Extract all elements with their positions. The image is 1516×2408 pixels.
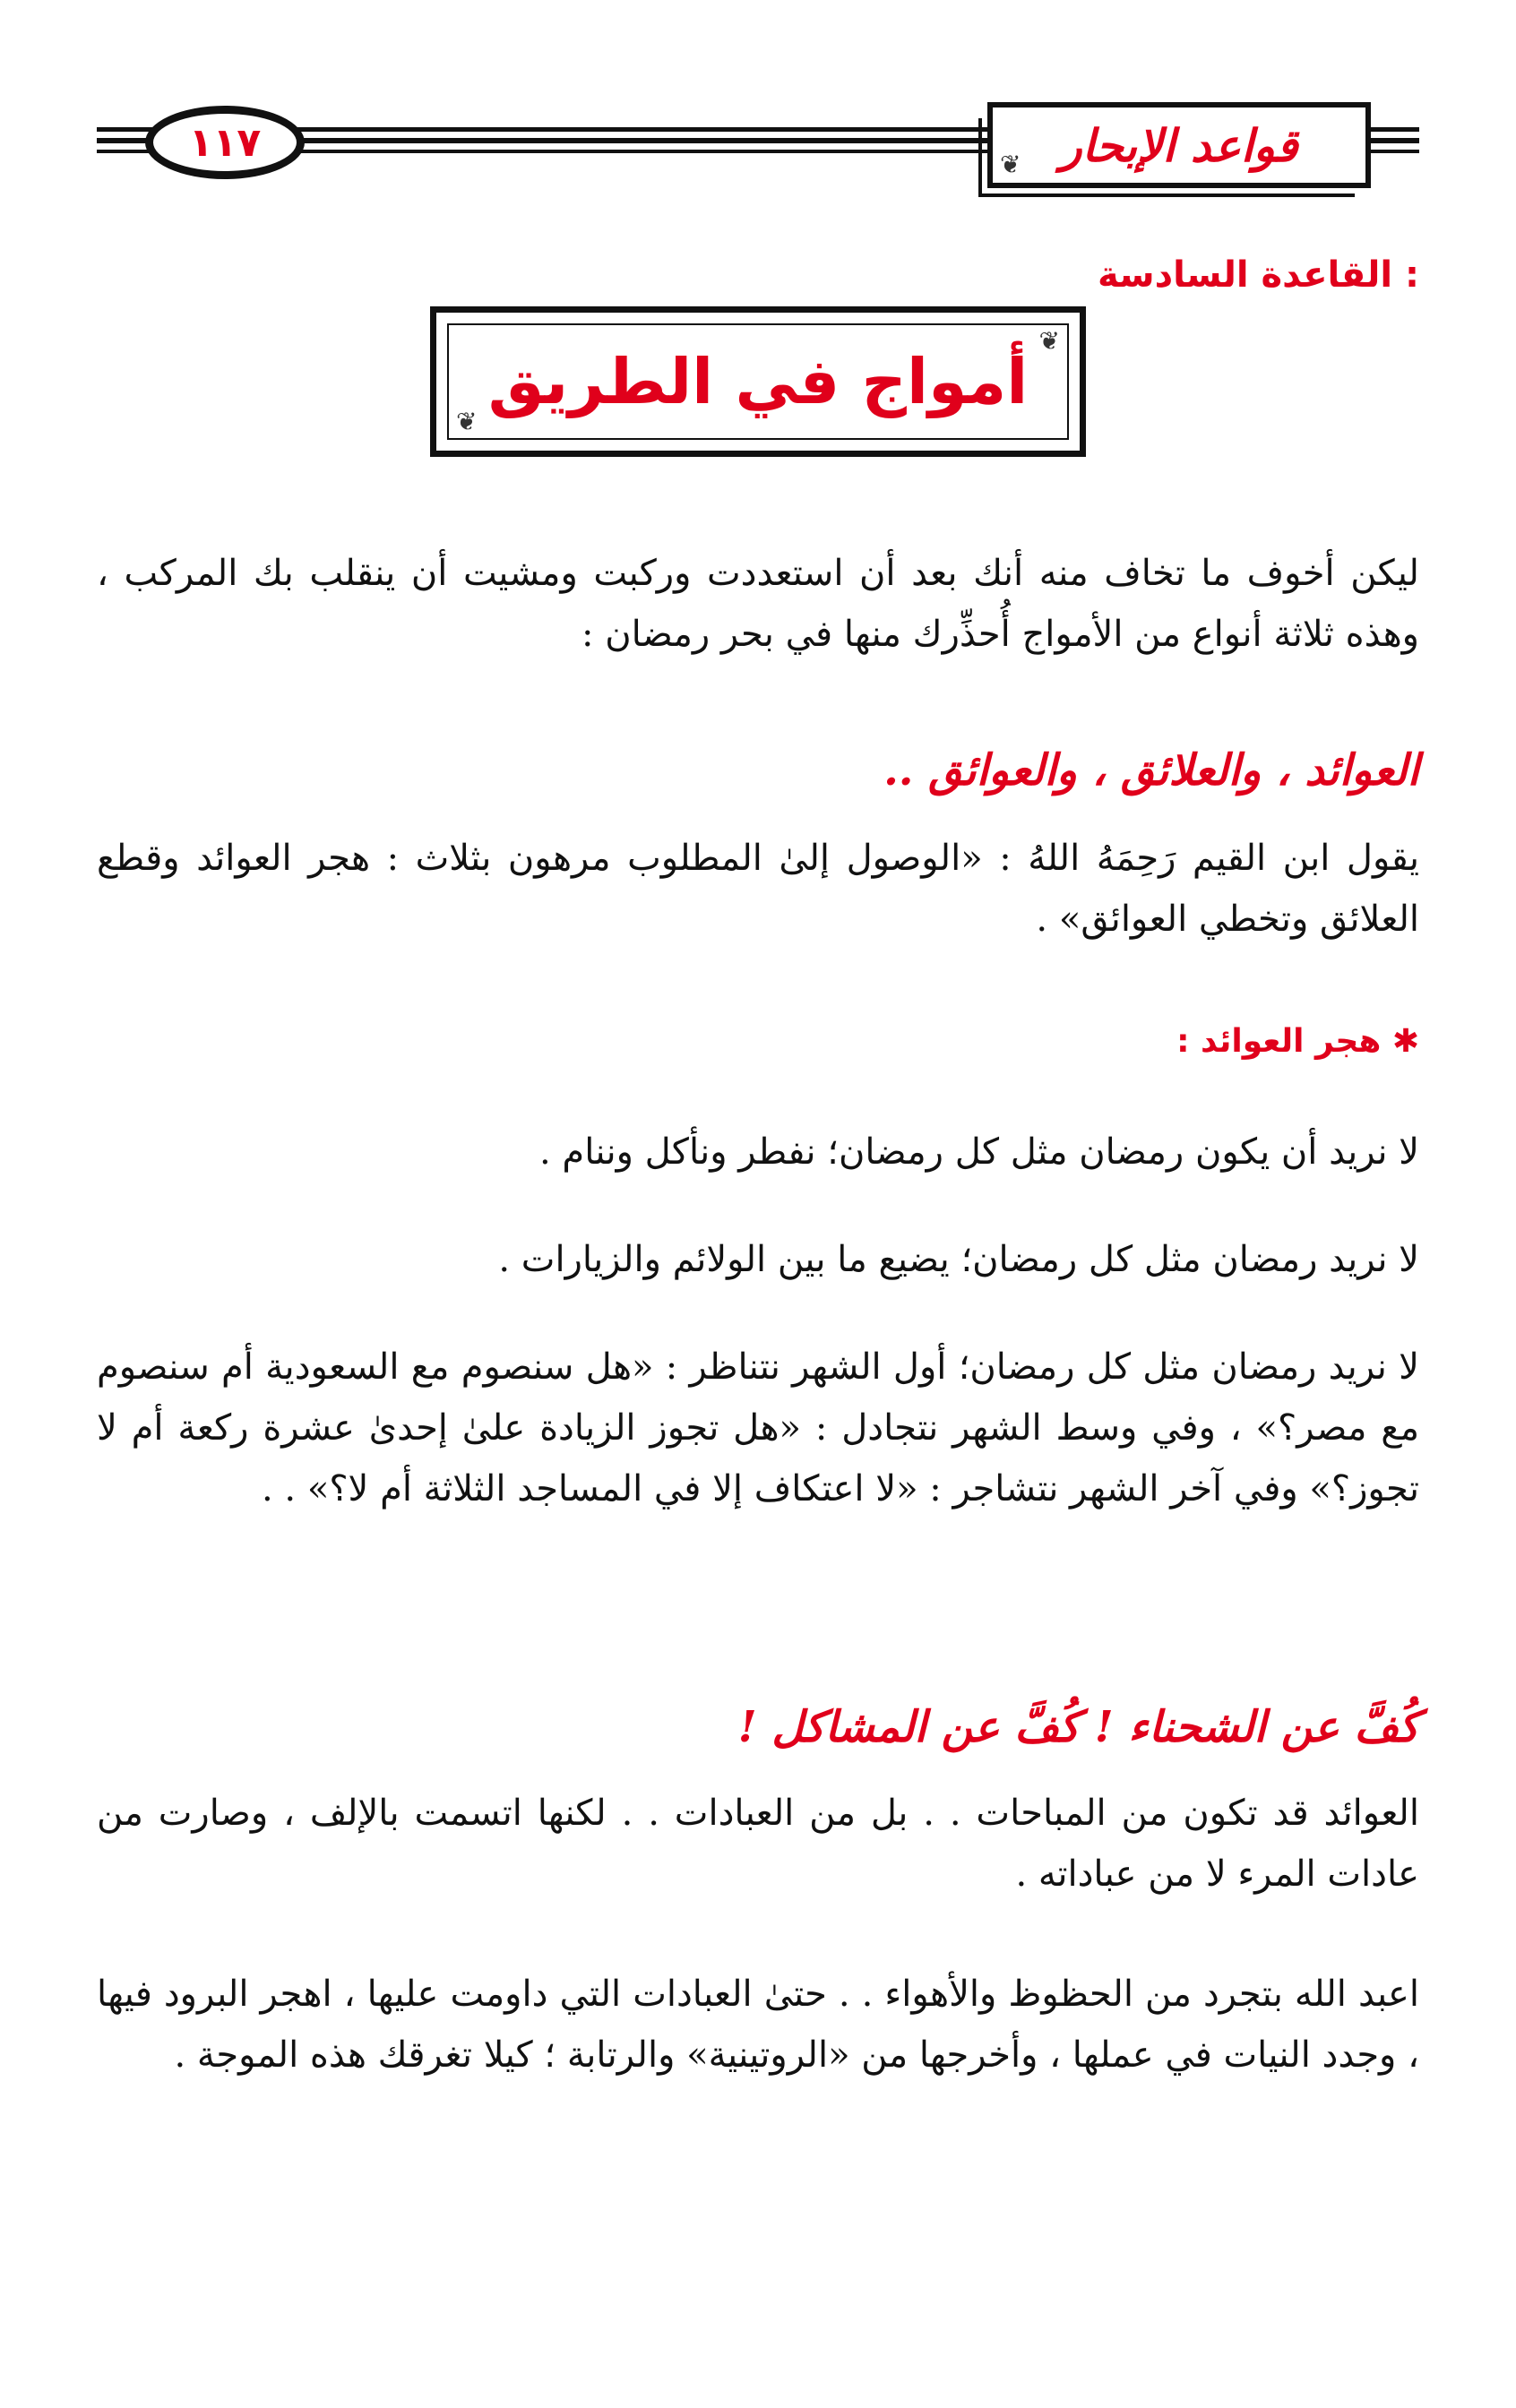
ibn-alqayyim-quote: يقول ابن القيم رَحِمَهُ اللهُ : «الوصول إلىٰ المطلوب مرهون بثلاث : هجر العوائد وقطع العلائق وتخطي العوائق» . bbox=[97, 838, 1420, 940]
section-title: أمواج في الطريق bbox=[487, 345, 1029, 418]
subheading-stop-quarrels: كُفَّ عن الشحناء ! كُفَّ عن المشاكل ! bbox=[737, 1702, 1419, 1752]
corner-ornament-icon: ❦ bbox=[456, 407, 478, 436]
paragraph-2: لا نريد رمضان مثل كل رمضان؛ يضيع ما بين الولائم والزيارات . bbox=[498, 1239, 1419, 1280]
intro-paragraph: ليكن أخوف ما تخاف منه أنك بعد أن استعددت وركبت ومشيت أن ينقلب بك المركب ، وهذه ثلاثة أنواع من الأمواج أُحذِّرك منها في بحر رمضان : bbox=[97, 553, 1419, 655]
rule-label: القاعدة السادسة : bbox=[1097, 254, 1419, 296]
book-title-box bbox=[987, 102, 1371, 188]
page-number: ١١٧ bbox=[188, 119, 262, 166]
section-title-frame bbox=[430, 306, 1086, 457]
corner-ornament-icon: ❦ bbox=[1000, 150, 1021, 179]
bullet-heading-habits: ✱ هجر العوائد : bbox=[1176, 1023, 1419, 1060]
paragraph-5: اعبد الله بتجرد من الحظوظ والأهواء . . حتىٰ العبادات التي داومت عليها ، اهجر البرود فيها ، وجدد النيات في عملها ، وأخرجها من «الروتينية» والرتابة ؛ كيلا تغرقك هذه الموجة . bbox=[97, 1974, 1419, 2076]
subheading-habits-ties-obstacles: العوائد ، والعلائق ، والعوائق .. bbox=[883, 745, 1419, 796]
paragraph-4: العوائد قد تكون من المباحات . . بل من العبادات . . لكنها اتسمت بالإلف ، وصارت من عادات المرء لا من عباداته . bbox=[97, 1793, 1419, 1895]
book-title: قواعد الإبحار bbox=[1060, 118, 1298, 172]
paragraph-1: لا نريد أن يكون رمضان مثل كل رمضان؛ نفطر ونأكل وننام . bbox=[539, 1131, 1419, 1173]
corner-ornament-icon: ❦ bbox=[1038, 326, 1060, 356]
page-number-oval bbox=[145, 106, 305, 179]
paragraph-3: لا نريد رمضان مثل كل رمضان؛ أول الشهر نتناظر : «هل سنصوم مع السعودية أم سنصوم مع مصر؟» ، وفي وسط الشهر نتجادل : «هل تجوز الزيادة علىٰ إحدىٰ عشرة ركعة أم لا تجوز؟» وفي آخر الشهر نتشاجر : «لا اعتكاف إلا في المساجد الثلاثة أم لا؟» . . bbox=[97, 1346, 1419, 1509]
